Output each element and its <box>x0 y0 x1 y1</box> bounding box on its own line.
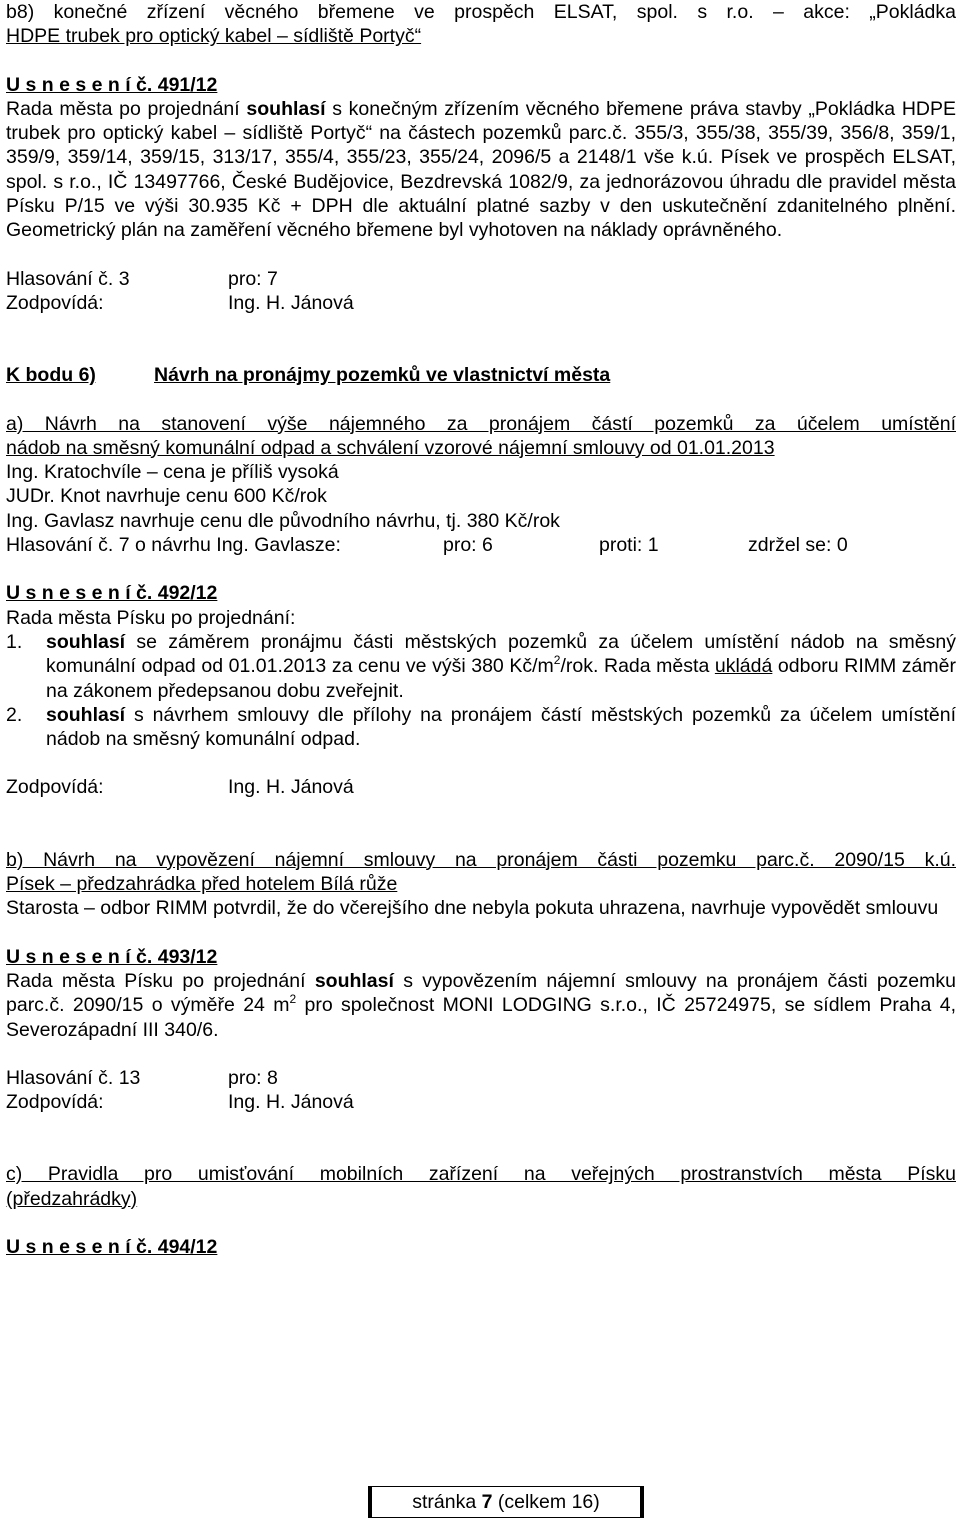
item-6c-title-line2: (předzahrádky) <box>6 1187 138 1210</box>
discussion-2: JUDr. Knot navrhuje cenu 600 Kč/rok <box>6 485 327 508</box>
resolution-493-label: U s n e s e n í č. 493/12 <box>6 945 218 968</box>
vote-13-row: Hlasování č. 13 pro: 8 <box>6 1066 278 1089</box>
item-6a-title-line1: a) Návrh na stanovení výše nájemného za pronájem částí pozemků za účelem umístění <box>6 412 956 435</box>
vote-7-row: Hlasování č. 7 o návrhu Ing. Gavlasze: pro: 6 proti: 1 zdržel se: 0 <box>6 534 848 557</box>
discussion-1: Ing. Kratochvíle – cena je příliš vysoká <box>6 461 339 484</box>
item-6-heading: K bodu 6) Návrh na pronájmy pozemků ve vlastnictví města <box>6 364 611 387</box>
responsible-row: Zodpovídá: Ing. H. Jánová <box>6 291 354 314</box>
item-6a-title-line2: nádob na směsný komunální odpad a schválení vzorové nájemní smlouvy od 01.01.2013 <box>6 436 775 459</box>
item-b8-title-line2: HDPE trubek pro optický kabel – sídliště Portyč“ <box>6 25 422 48</box>
resolution-492-label: U s n e s e n í č. 492/12 <box>6 582 218 605</box>
item-6b-title-line1: b) Návrh na vypovězení nájemní smlouvy na pronájem části pozemku parc.č. 2090/15 k.ú. <box>6 848 956 871</box>
item-6b-title-line2: Písek – předzahrádka před hotelem Bílá růže <box>6 873 398 896</box>
resolution-491-text: Rada města po projednání souhlasí s konečným zřízením věcného břemene práva stavby „Pokládka HDPE trubek pro optický kabel – sídliště Portyč“ na částech pozemků parc.č. 355/3, 355/38, 355/39, 356/8, 359/1, 359/9, 359/14, 359/15, 313/17, 355/4, 355/23, 355/24, 2096/5 a 2148/1 vše k.ú. Písek ve prospěch ELSAT, spol. s r.o., IČ 13497766, České Budějovice, Bezdrevská 1082/9, za jednorázovou úhradu dle pravidel města Písku P/15 ve výši 30.935 Kč + DPH dle aktuální platné sazby v den uskutečnění zdanitelného plnění. Geometrický plán na zaměření věcného břemene byl vyhotoven na náklady oprávněného. <box>6 97 956 242</box>
item-6b-text: Starosta – odbor RIMM potvrdil, že do včerejšího dne nebyla pokuta uhrazena, navrhuje vypovědět smlouvu <box>6 897 939 920</box>
responsible-row-2: Zodpovídá: Ing. H. Jánová <box>6 776 354 799</box>
document-page <box>6 0 956 1259</box>
resolution-492-intro: Rada města Písku po projednání: <box>6 606 296 629</box>
page-number: 7 <box>481 1491 493 1513</box>
resolution-492-item-1: 1. souhlasí se záměrem pronájmu části městských pozemků za účelem umístění nádob na směsný komunální odpad od 01.01.2013 za cenu ve výši 380 $Kč/m^2$/rok. Rada města ukládá odboru RIMM záměr na zákonem předepsanou dobu zveřejnit. <box>6 630 956 702</box>
item-b8-title-line1: b8) konečné zřízení věcného břemene ve prospěch ELSAT, spol. s r.o. – akce: „Pokládka <box>6 1 956 23</box>
resolution-493-text: Rada města Písku po projednání souhlasí s vypovězením nájemní smlouvy na pronájem části pozemku parc.č. 2090/15 o výměře 24 $m^2$ pro společnost MONI LODGING s.r.o., IČ 25724975, se sídlem Praha 4, Severozápadní III 340/6. <box>6 969 956 1041</box>
resolution-494-label: U s n e s e n í č. 494/12 <box>6 1235 218 1258</box>
item-6c-title-line1: c) Pravidla pro umisťování mobilních zařízení na veřejných prostranstvích města Písku <box>6 1163 956 1186</box>
responsible-row-3: Zodpovídá: Ing. H. Jánová <box>6 1091 354 1114</box>
resolution-492-item-2: 2. souhlasí s návrhem smlouvy dle přílohy na pronájem částí městských pozemků za účelem umístění nádob na směsný komunální odpad. <box>6 703 956 751</box>
page-footer: stránka 7 (celkem 16) <box>368 1486 644 1518</box>
vote-3-row: Hlasování č. 3 pro: 7 <box>6 267 278 290</box>
discussion-3: Ing. Gavlasz navrhuje cenu dle původního návrhu, tj. 380 Kč/rok <box>6 509 560 532</box>
resolution-491-label: U s n e s e n í č. 491/12 <box>6 73 218 96</box>
